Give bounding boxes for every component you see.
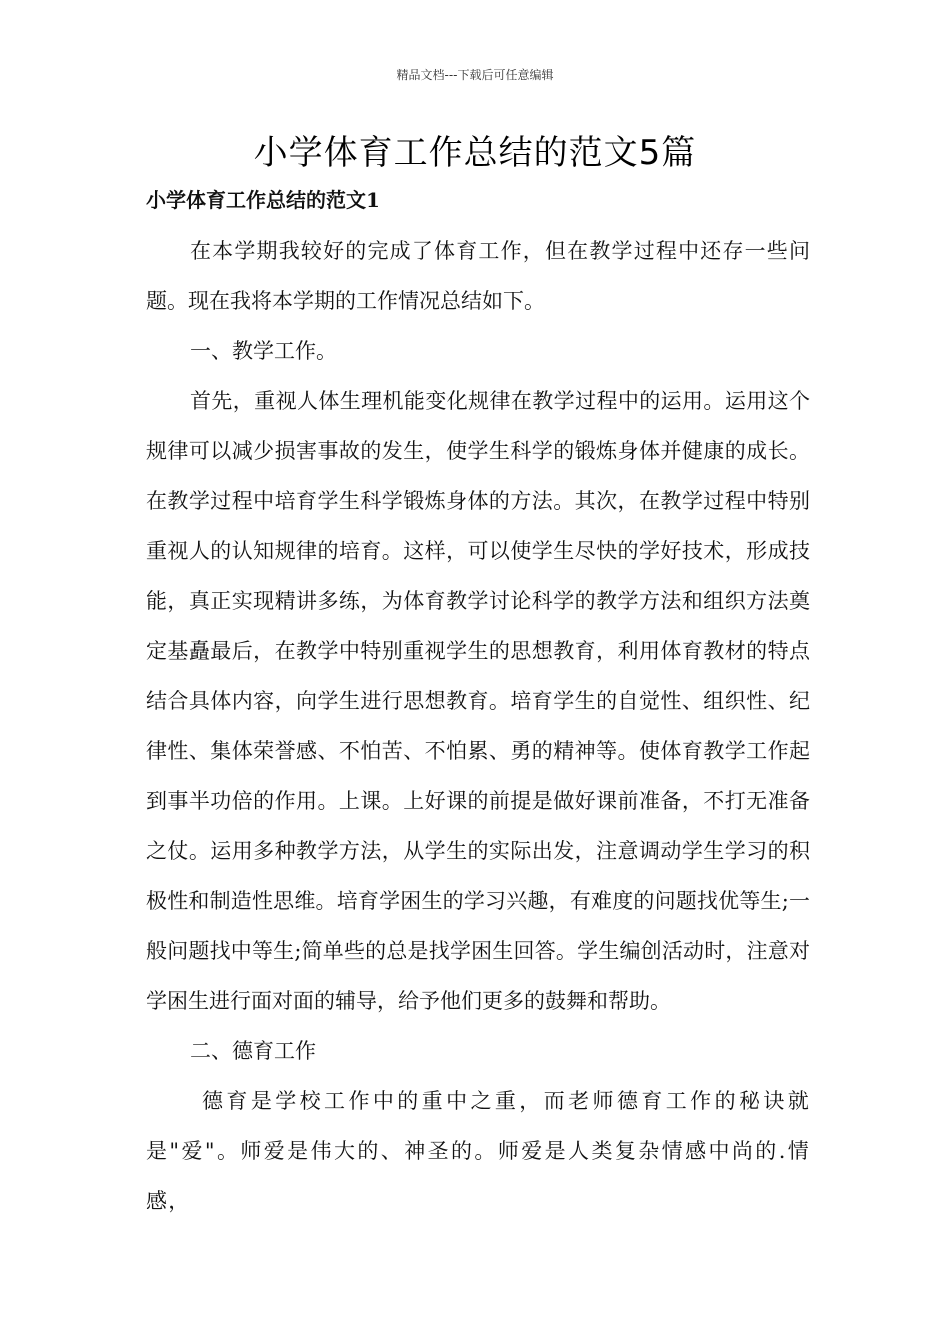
paragraph-intro: 在本学期我较好的完成了体育工作，但在教学过程中还存一些问题。现在我将本学期的工作情况总结如下。 [146,239,810,313]
section-heading: 小学体育工作总结的范文1 [146,188,380,212]
subheading-moral-education: 二、德育工作 [190,1039,316,1063]
document-title: 小学体育工作总结的范文5篇 [253,133,697,173]
paragraph-moral-education: 德育是学校工作中的重中之重，而老师德育工作的秘诀就是"爱"。师爱是伟大的、神圣的。师爱是人类复杂情感中尚的.情感， [146,1089,810,1213]
document-body [146,226,810,1226]
header-note: 精品文档---下载后可任意编辑 [396,68,554,82]
paragraph-teaching-work: 首先，重视人体生理机能变化规律在教学过程中的运用。运用这个规律可以减少损害事故的发生，使学生科学的锻炼身体并健康的成长。在教学过程中培育学生科学锻炼身体的方法。其次，在教学过程中特别重视人的认知规律的培育。这样，可以使学生尽快的学好技术，形成技能，真正实现精讲多练，为体育教学讨论科学的教学方法和组织方法奠定基矗最后，在教学中特别重视学生的思想教育，利用体育教材的特点结合具体内容，向学生进行思想教育。培育学生的自觉性、组织性、纪律性、集体荣誉感、不怕苦、不怕累、勇的精神等。使体育教学工作起到事半功倍的作用。上课。上好课的前提是做好课前准备，不打无准备之仗。运用多种教学方法，从学生的实际出发，注意调动学生学习的积极性和制造性思维。培育学困生的学习兴趣，有难度的问题找优等生;一般问题找中等生;简单些的总是找学困生回答。学生编创活动时，注意对学困生进行面对面的辅导，给予他们更多的鼓舞和帮助。 [146,389,810,1013]
subheading-teaching-work: 一、教学工作。 [190,339,337,363]
